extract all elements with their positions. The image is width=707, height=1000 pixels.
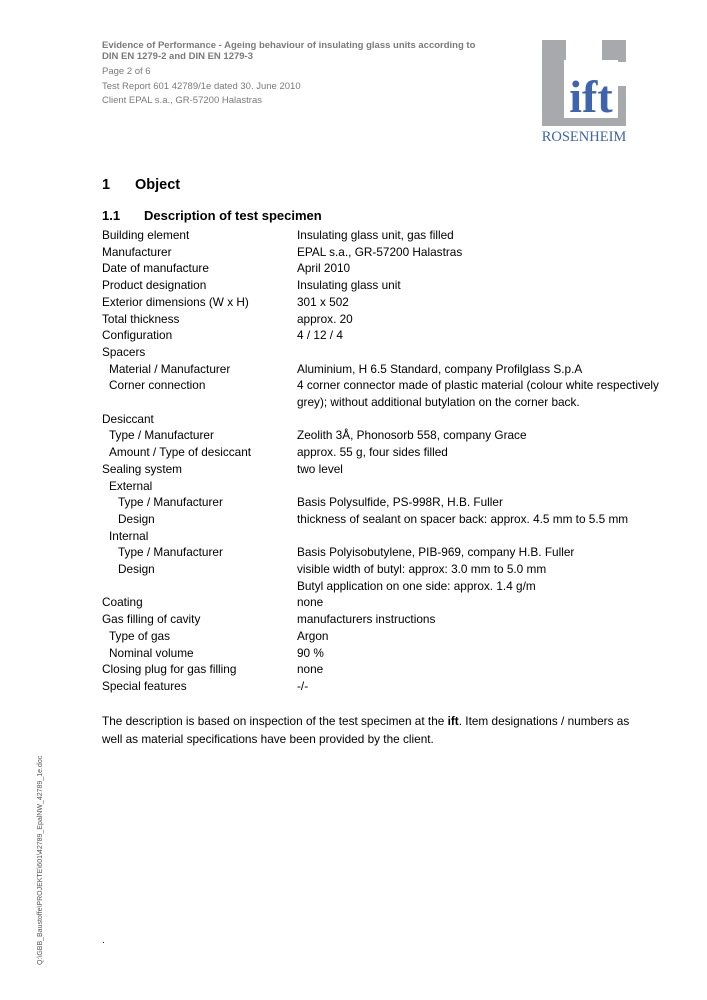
spec-value: approx. 55 g, four sides filled [297,445,448,460]
spec-row [102,528,682,545]
spec-row [102,561,682,578]
spec-label: Desiccant [102,411,154,426]
spec-value [297,528,682,545]
report-reference: Test Report 601 42789/1e dated 30. June 2010 [102,80,301,92]
spec-value: Insulating glass unit [297,278,401,293]
logo-grey-block-top-left [542,40,566,86]
spec-value: none [297,662,324,677]
spec-row [102,611,682,628]
client-reference: Client EPAL s.a., GR-57200 Halastras [102,95,262,106]
logo-city: ROSENHEIM [541,129,627,145]
spec-row [102,645,682,662]
spec-row [102,427,682,444]
spec-row [102,311,682,328]
spec-label: Building element [102,228,190,242]
spec-value: visible width of butyl: approx: 3.0 mm to 5.0 mm [297,562,547,577]
spec-label: Nominal volume [109,645,194,660]
spec-label: Sealing system [102,461,182,476]
spec-row [102,260,682,277]
spec-value: thickness of sealant on spacer back: approx. 4.5 mm to 5.5 mm [297,511,629,526]
spec-label: Type / Manufacturer [118,545,223,560]
spec-value: EPAL s.a., GR-57200 Halastras [297,244,463,259]
spec-value: two level [297,461,343,476]
spec-label: Spacers [102,344,146,359]
subsection-number: 1.1 [102,208,121,223]
spec-label: Gas filling of cavity [102,612,201,627]
spec-label: Corner connection [109,378,206,393]
spec-value [297,411,682,428]
spec-row [102,628,682,645]
spec-label: Material / Manufacturer [109,361,231,376]
spec-row [102,461,682,478]
header-title-line-1: Evidence of Performance - Ageing behaviour of insulating glass units according to [102,40,476,51]
spec-label: Type / Manufacturer [109,428,214,443]
spec-value: -/- [297,678,309,693]
page-number: Page 2 of 6 [102,66,151,77]
spec-row [102,377,682,410]
logo-mark: ift [569,71,613,122]
spec-value: manufacturers instructions [297,612,436,627]
spec-label: Exterior dimensions (W x H) [102,294,249,309]
spec-value: 90 % [297,645,324,660]
spec-row [102,444,682,461]
section-number: 1 [102,177,111,193]
subsection-title: Description of test specimen [144,208,322,223]
document-header [102,40,522,109]
spec-row [102,327,682,344]
spec-value: Argon [297,628,329,643]
spec-label: Total thickness [102,311,180,326]
spec-row [102,661,682,678]
spec-label: Type / Manufacturer [118,495,223,510]
spec-label: Design [118,511,155,526]
spec-row [102,594,682,611]
spec-row [102,494,682,511]
spec-value: approx. 20 [297,311,353,326]
note-ift-bold: ift [447,714,459,728]
spec-value: Basis Polyisobutylene, PIB-969, company H.B. Fuller [297,545,575,560]
spec-row [102,511,682,528]
spec-label: Internal [109,528,149,543]
spec-value: Aluminium, H 6.5 Standard, company Profilglass S.p.A [297,361,583,376]
spec-label: External [109,478,153,493]
spec-row [102,361,682,378]
spec-value: 4 / 12 / 4 [297,328,343,343]
spec-value: Zeolith 3Å, Phonosorb 558, company Grace [297,428,527,443]
side-file-path: Q:\GBB_Baustoffe\PROJEKTE\601\42789_EpalNW_42789_1e.doc [37,755,44,965]
spec-label: Design [118,562,155,577]
spec-value: Butyl application on one side: approx. 1.4 g/m [297,578,536,593]
spec-row [102,277,682,294]
spec-label: Manufacturer [102,244,172,259]
spec-value: Insulating glass unit, gas filled [297,228,454,242]
spec-row [102,478,682,495]
spec-row [102,244,682,261]
spec-row [102,411,682,428]
spec-value [297,344,682,361]
spec-label: Coating [102,595,143,610]
spec-row [102,227,682,244]
description-note [102,713,642,748]
subsection-heading [102,208,322,223]
logo-grey-block-top-right [602,40,626,62]
spec-label: Configuration [102,328,173,343]
spec-value [297,478,682,495]
spec-label: Type of gas [109,628,170,643]
note-text-start: The description is based on inspection of the test specimen at the [102,714,448,728]
spec-label [102,578,297,595]
spec-row [102,544,682,561]
spec-label: Amount / Type of desiccant [109,445,252,460]
spec-value: 301 x 502 [297,294,349,309]
spec-value: none [297,595,324,610]
spec-value: Basis Polysulfide, PS-998R, H.B. Fuller [297,495,503,510]
footer-dot: . [102,935,105,946]
section-title: Object [135,177,181,193]
spec-value: 4 corner connector made of plastic material (colour white respectively grey); without additional butylation on the corner back. [297,378,659,410]
header-title-line-2: DIN EN 1279-2 and DIN EN 1279-3 [102,51,254,62]
section-heading [102,177,180,193]
spec-row [102,578,682,595]
specimen-spec-table [102,227,682,695]
spec-row [102,294,682,311]
spec-row [102,344,682,361]
spec-value: April 2010 [297,261,351,276]
note-text-end: . Item designations / numbers as well as material specifications have been provided by the client. [102,714,630,746]
spec-label: Closing plug for gas filling [102,662,237,677]
spec-label: Product designation [102,278,207,293]
ift-rosenheim-logo [540,40,630,145]
spec-row [102,678,682,695]
spec-label: Date of manufacture [102,261,209,276]
spec-label: Special features [102,678,187,693]
